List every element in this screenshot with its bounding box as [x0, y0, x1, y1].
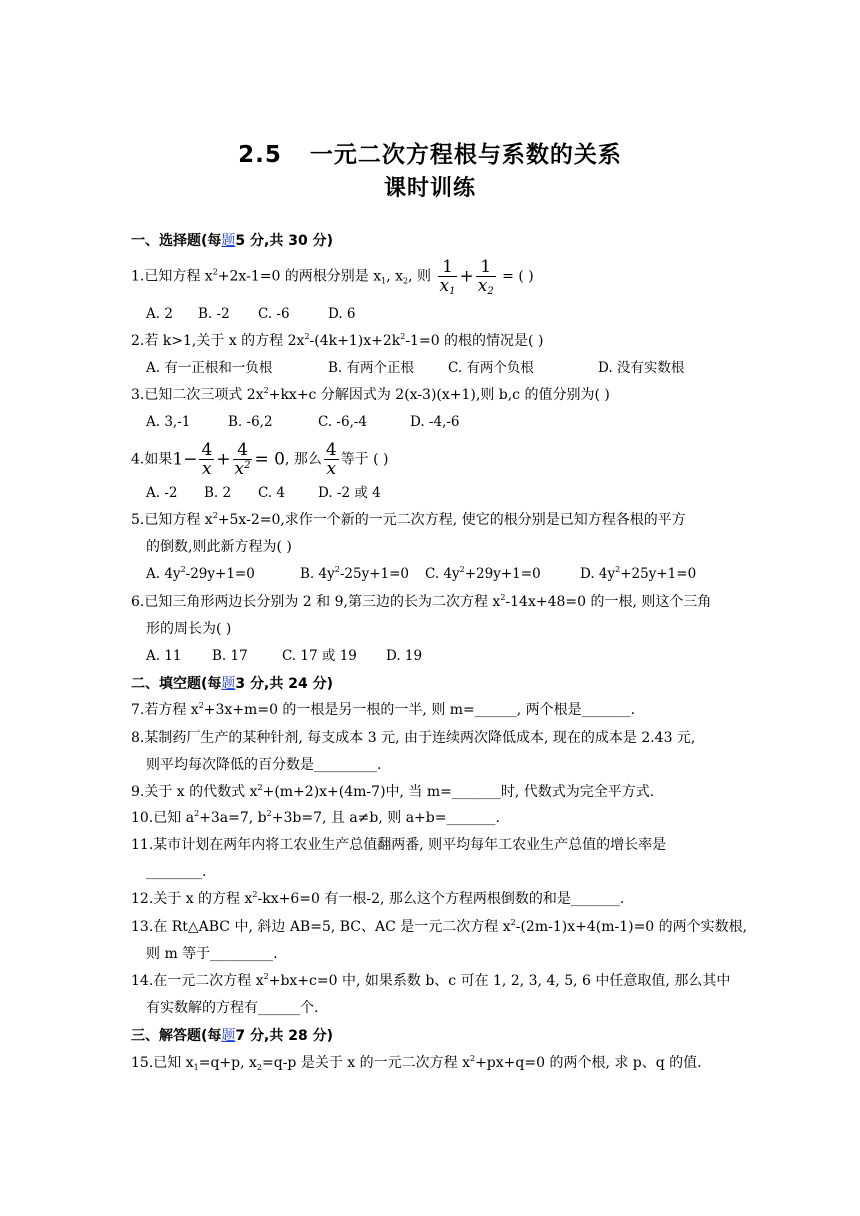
question-11-line-2: ________.	[146, 864, 207, 880]
title-text: 一元二次方程根与系数的关系	[309, 142, 622, 168]
option-b: B. 2	[204, 485, 232, 501]
question-6: 6.已知三角形两边长分别为 2 和 9,第三边的长为二次方程 $x^2-14x+48=0$ 的一根, 则这个三角	[131, 593, 712, 610]
option-c: C. 4	[258, 485, 286, 501]
question-4: 4.如果1− $\frac{4}{x}$ + $\frac{4}{x^2}$ = 0, 那么 $\frac{4}{x}$ 等于 ( )	[131, 440, 389, 479]
question-1: 1.已知方程 $x^2+2x-1=0$ 的两根分别是 $x_1$, $x_2$, 则 $\frac{1}{x_1}$ + $\frac{1}{x_2}$ = ( )	[131, 257, 534, 297]
option-c: C. 有两个负根	[448, 360, 534, 376]
option-a: A. $4y^2-29y+1=0$	[146, 565, 255, 582]
question-10: 10.已知 $a^2+3a=7$, $b^2+3b=7$, 且 a≠b, 则 a+b=_______.	[131, 809, 500, 826]
option-a: A. 11	[146, 648, 182, 664]
option-d: D. -2 或 4	[318, 485, 381, 501]
fraction: $\frac{1}{x_1}$	[439, 257, 456, 297]
section-link[interactable]: 题	[221, 1028, 236, 1044]
section-link[interactable]: 题	[221, 676, 236, 692]
option-c: C. -6,-4	[318, 414, 368, 430]
question-2: 2.若 k>1,关于 x 的方程 $2x^2-(4k+1)x+2k^2-1=0$ 的根的情况是( )	[131, 332, 544, 349]
option-b: B. -6,2	[228, 414, 273, 430]
section-heading-choice: 一、选择题(每题5 分,共 30 分)	[131, 233, 333, 249]
option-c: C. $4y^2+29y+1=0$	[425, 565, 541, 582]
section-number: 2.5	[238, 142, 282, 168]
option-b: B. $4y^2-25y+1=0$	[300, 565, 409, 582]
section-heading-fill: 二、填空题(每题3 分,共 24 分)	[131, 676, 333, 692]
fraction: $\frac{1}{x_2}$	[477, 257, 494, 297]
question-14: 14.在一元二次方程 $x^2+bx+c=0$ 中, 如果系数 b、c 可在 1, 2, 3, 4, 5, 6 中任意取值, 那么其中	[131, 972, 731, 989]
option-b: B. 有两个正根	[328, 360, 415, 376]
fraction: $\frac{4}{x}$	[325, 440, 337, 479]
page-title	[0, 136, 860, 169]
option-a: A. -2	[146, 485, 178, 501]
question-15: 15.已知 $x_1=q+p$, $x_2=q-p$ 是关于 x 的一元二次方程 $x^2+px+q=0$ 的两个根, 求 p、q 的值.	[131, 1054, 702, 1072]
question-3: 3.已知二次三项式 $2x^2+kx+c$ 分解因式为 2(x-3)(x+1),则 b,c 的值分别为( )	[131, 386, 610, 403]
question-7: 7.若方程 $x^2+3x+m=0$ 的一根是另一根的一半, 则 m=______, 两个根是_______.	[131, 701, 636, 718]
question-6-line-2: 形的周长为( )	[146, 621, 232, 637]
question-13-line-2: 则 m 等于_________.	[146, 946, 278, 962]
option-d: D. $4y^2+25y+1=0$	[580, 565, 697, 582]
option-b: B. -2	[198, 306, 230, 322]
option-c: C. -6	[258, 306, 290, 322]
question-11: 11.某市计划在两年内将工农业生产总值翻两番, 则平均每年工农业生产总值的增长率是	[131, 837, 667, 853]
question-8-line-2: 则平均每次降低的百分数是_________.	[146, 757, 382, 773]
option-a: A. 有一正根和一负根	[146, 360, 273, 376]
option-c: C. 17 或 19	[282, 648, 357, 664]
question-13: 13.在 Rt△ABC 中, 斜边 AB=5, BC、AC 是一元二次方程 $x^2-(2m-1)x+4(m-1)=0$ 的两个实数根,	[131, 918, 748, 935]
option-a: A. 3,-1	[146, 414, 191, 430]
option-b: B. 17	[212, 648, 248, 664]
section-heading-answer: 三、解答题(每题7 分,共 28 分)	[131, 1028, 333, 1044]
question-9: 9.关于 x 的代数式 $x^2+(m+2)x+(4m-7)$中, 当 m=_______时, 代数式为完全平方式.	[131, 783, 655, 800]
option-d: D. 6	[328, 306, 356, 322]
page-subtitle: 课时训练	[383, 176, 476, 201]
fraction: $\frac{4}{x^2}$	[234, 440, 251, 479]
question-5: 5.已知方程 $x^2+5x-2=0$,求作一个新的一元二次方程, 使它的根分别是已知方程各根的平方	[131, 511, 686, 528]
question-5-line-2: 的倒数,则此新方程为( )	[146, 539, 292, 555]
question-14-line-2: 有实数解的方程有______个.	[146, 1000, 319, 1016]
option-d: D. 没有实数根	[598, 360, 685, 376]
option-d: D. -4,-6	[410, 414, 460, 430]
option-d: D. 19	[386, 648, 423, 664]
question-12: 12.关于 x 的方程 $x^2-kx+6=0$ 有一根-2, 那么这个方程两根倒数的和是_______.	[131, 890, 625, 907]
fraction: $\frac{4}{x}$	[201, 440, 213, 479]
question-8: 8.某制药厂生产的某种针剂, 每支成本 3 元, 由于连续两次降低成本, 现在的成本是 2.43 元,	[131, 730, 696, 746]
section-link[interactable]: 题	[221, 233, 236, 249]
option-a: A. 2	[146, 306, 173, 322]
